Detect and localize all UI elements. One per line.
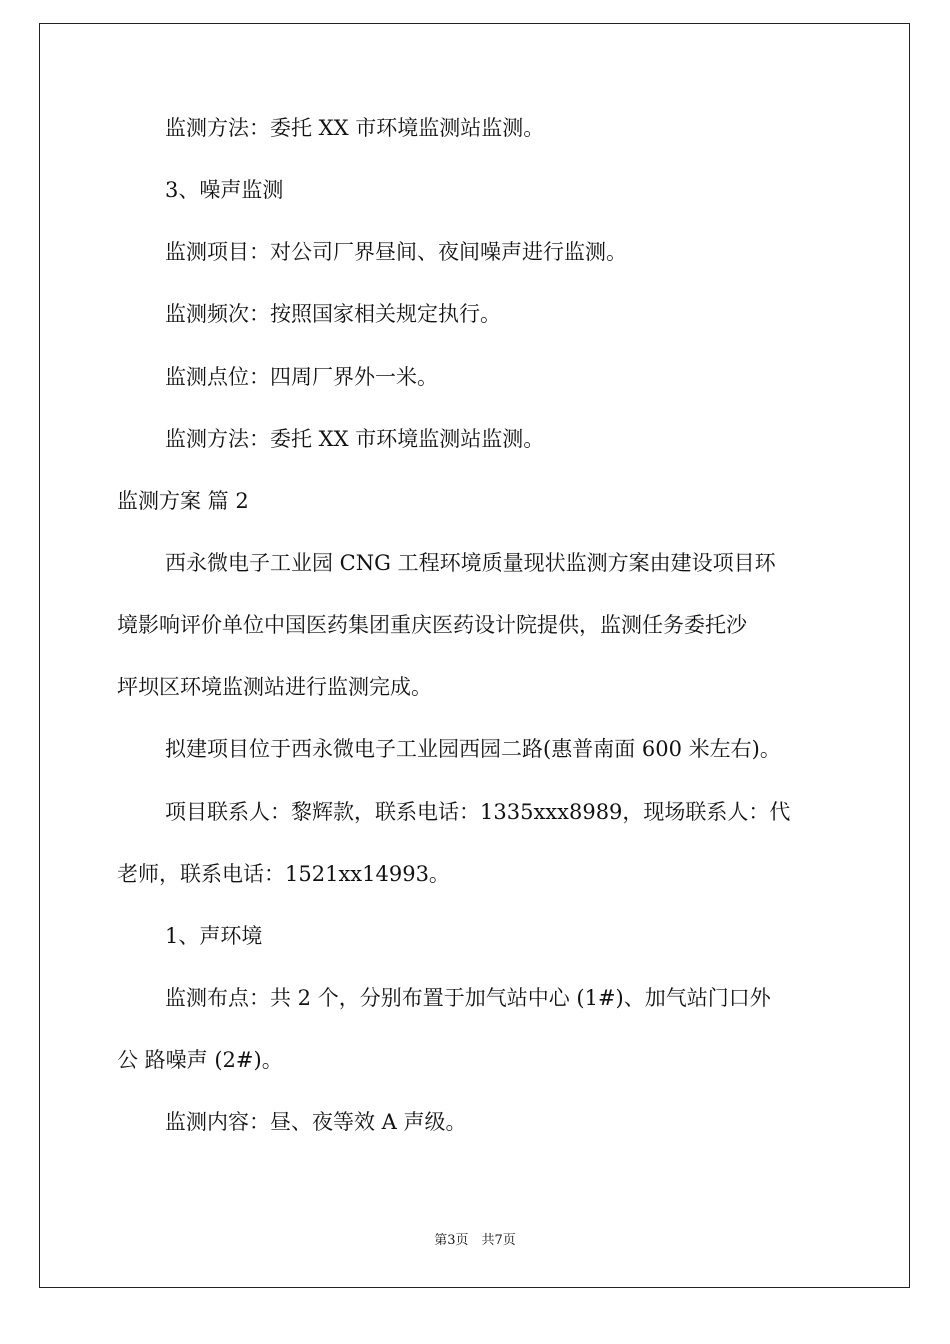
paragraph-line: 公 路噪声 (2#)。	[117, 1048, 283, 1072]
paragraph-line: 监测布点：共 2 个，分别布置于加气站中心 (1#)、加气站门口外	[165, 986, 771, 1010]
section-heading: 1、声环境	[165, 924, 263, 948]
page-number: 第3页 共7页	[434, 1233, 516, 1248]
paragraph-line: 监测频次：按照国家相关规定执行。	[165, 302, 501, 326]
page-border	[39, 23, 910, 1288]
paragraph-line: 项目联系人：黎辉款，联系电话：1335xxx8989，现场联系人：代	[165, 800, 791, 824]
paragraph-line: 监测方法：委托 XX 市环境监测站监测。	[165, 116, 545, 140]
paragraph-line: 监测方法：委托 XX 市环境监测站监测。	[165, 427, 545, 451]
paragraph-line: 境影响评价单位中国医药集团重庆医药设计院提供，监测任务委托沙	[117, 613, 747, 637]
paragraph-line: 西永微电子工业园 CNG 工程环境质量现状监测方案由建设项目环	[165, 551, 776, 575]
paragraph-line: 监测点位：四周厂界外一米。	[165, 365, 438, 389]
paragraph-line: 拟建项目位于西永微电子工业园西园二路(惠普南面 600 米左右)。	[165, 737, 781, 761]
paragraph-line: 监测内容：昼、夜等效 A 声级。	[165, 1110, 467, 1134]
paragraph-line: 监测项目：对公司厂界昼间、夜间噪声进行监测。	[165, 240, 627, 264]
section-heading: 3、噪声监测	[165, 178, 284, 202]
paragraph-line: 老师，联系电话：1521xx14993。	[117, 862, 450, 886]
paragraph-line: 坪坝区环境监测站进行监测完成。	[117, 675, 432, 699]
section-title: 监测方案 篇 2	[117, 489, 249, 513]
